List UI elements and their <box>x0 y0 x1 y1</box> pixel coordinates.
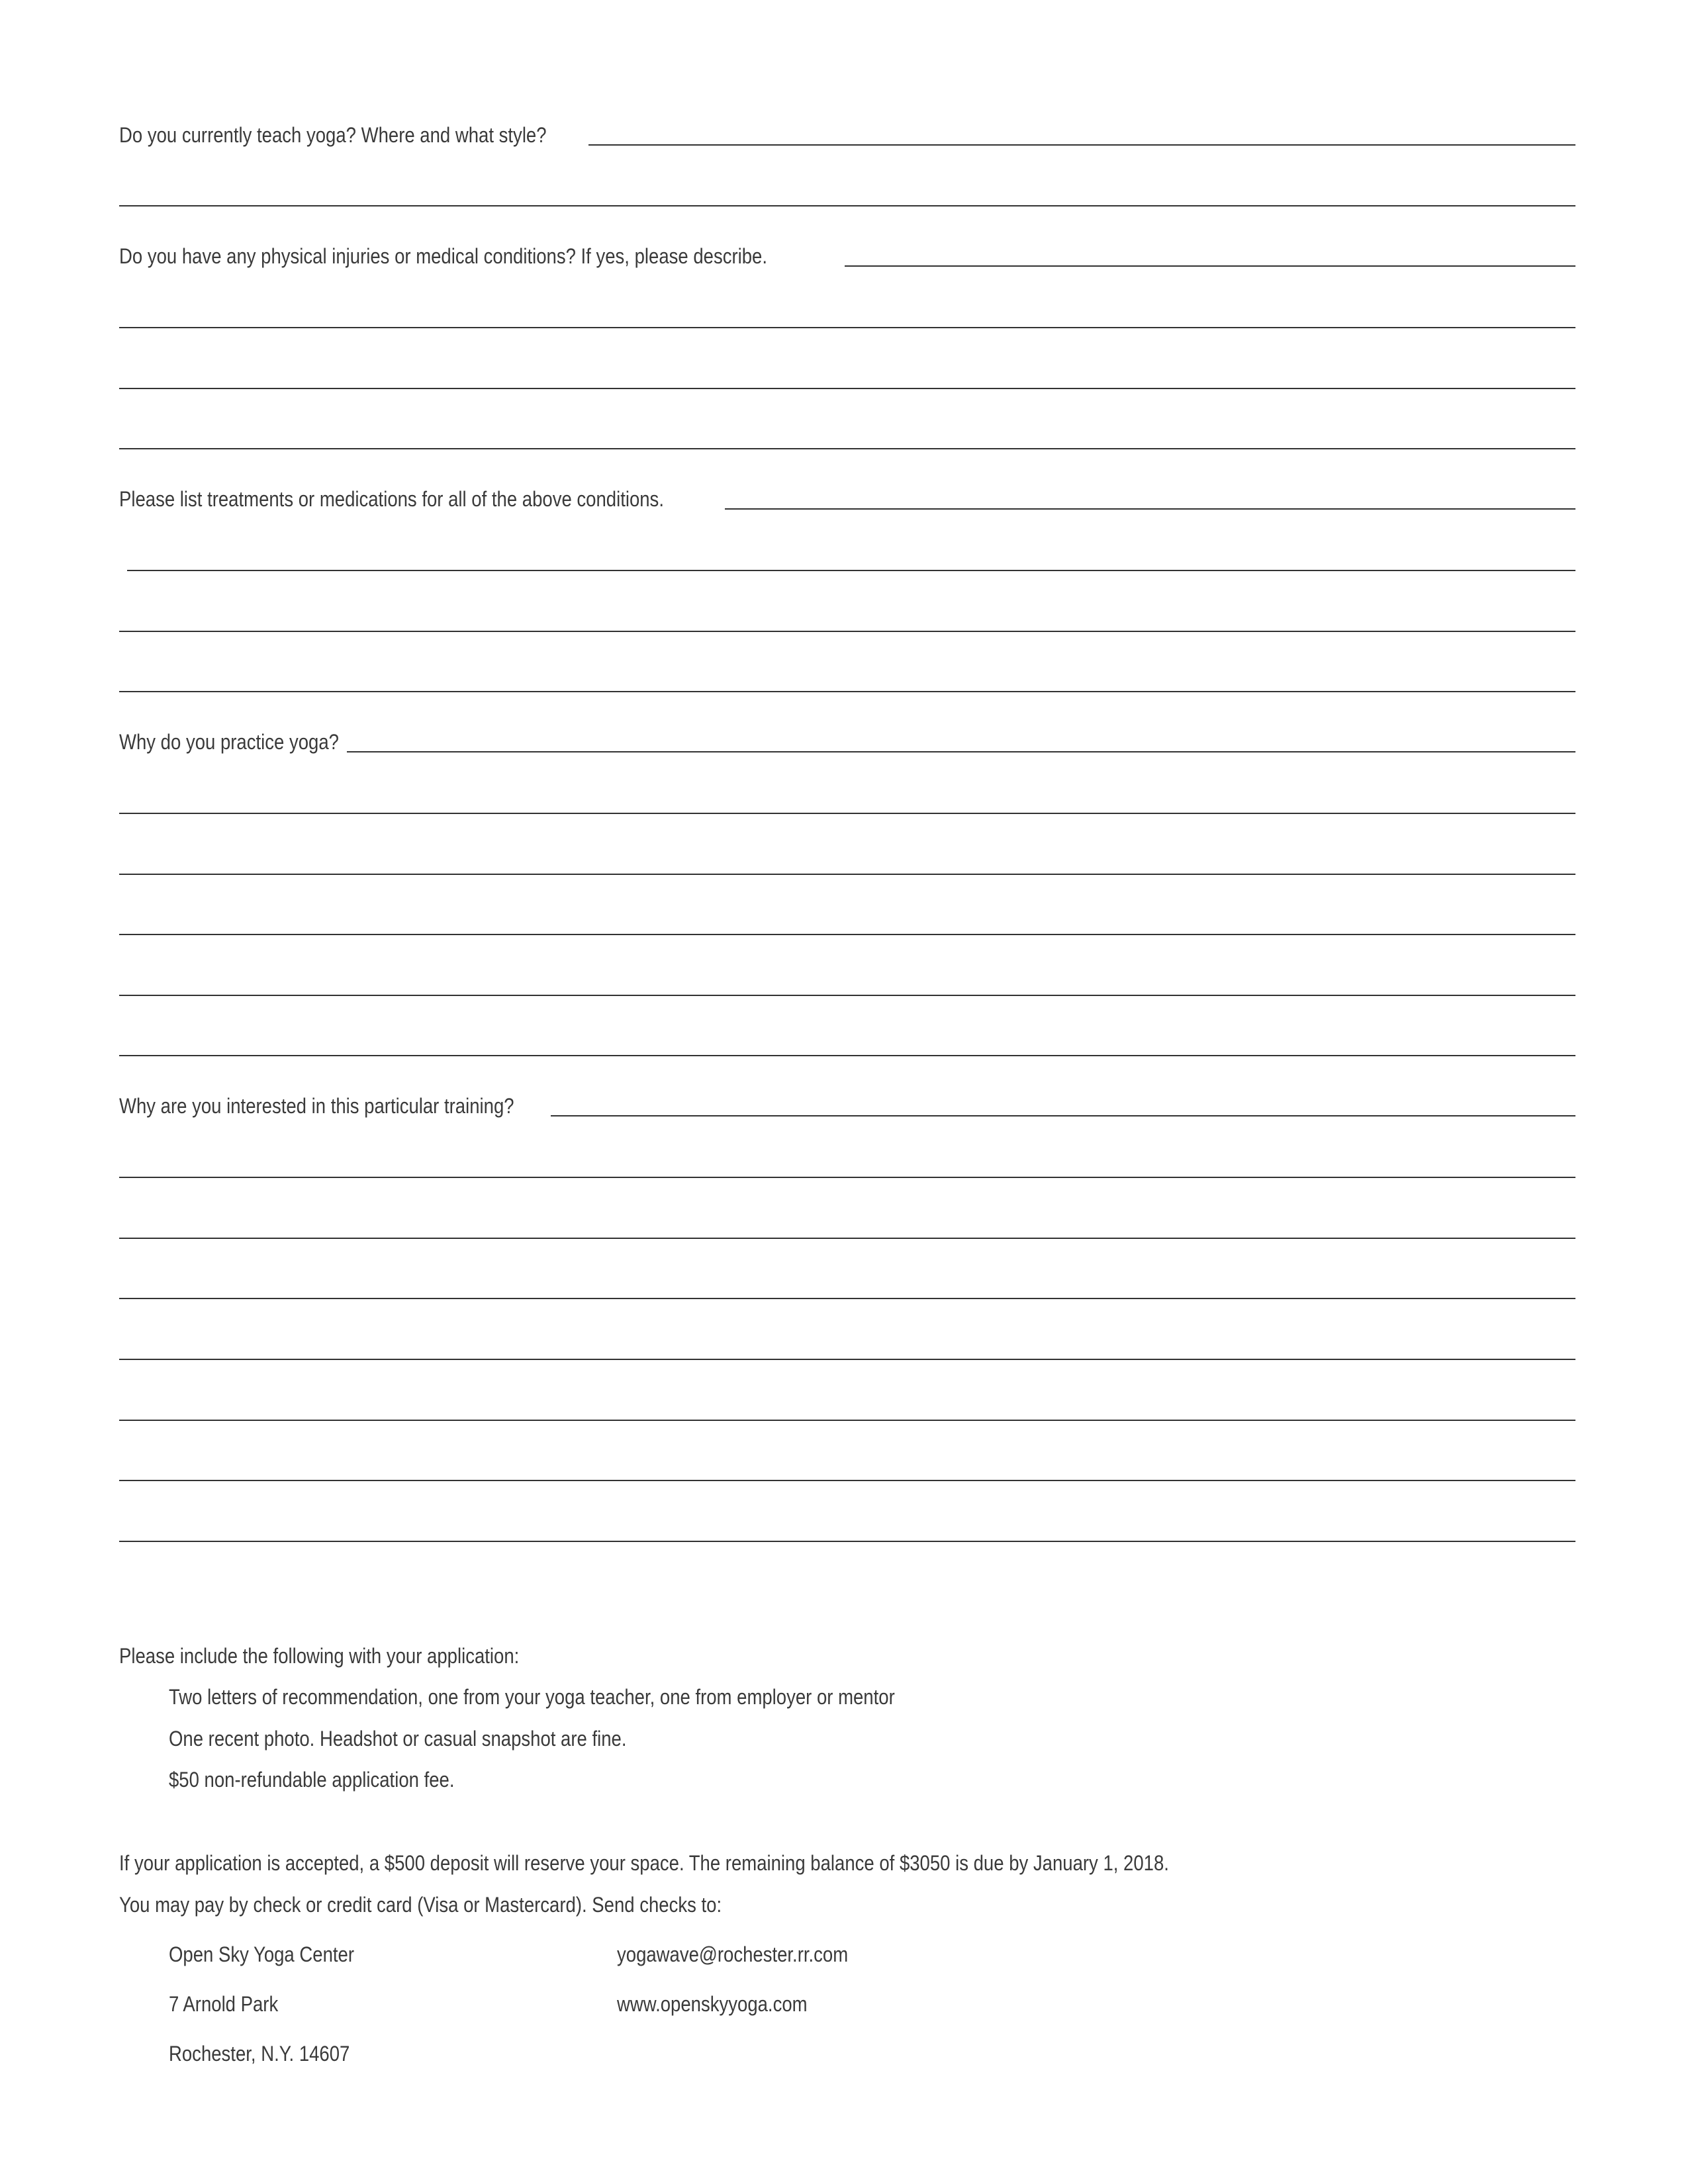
answer-line[interactable] <box>119 1177 1575 1178</box>
question-injuries-label: Do you have any physical injuries or medical conditions? If yes, please describe. <box>119 244 768 268</box>
answer-line[interactable] <box>119 631 1575 632</box>
answer-line[interactable] <box>119 813 1575 814</box>
question-why-practice-label: Why do you practice yoga? <box>119 730 339 754</box>
answer-line[interactable] <box>127 570 1575 571</box>
answer-line[interactable] <box>347 751 1575 752</box>
include-item: Two letters of recommendation, one from your yoga teacher, one from employer or mentor <box>169 1685 895 1709</box>
answer-line[interactable] <box>119 388 1575 389</box>
question-treatments-row <box>119 487 1575 511</box>
answer-line[interactable] <box>845 265 1575 267</box>
answer-line[interactable] <box>119 1480 1575 1481</box>
question-teach-label: Do you currently teach yoga? Where and what style? <box>119 123 547 147</box>
answer-line[interactable] <box>119 448 1575 449</box>
address-name: Open Sky Yoga Center <box>169 1942 354 1966</box>
contact-website: www.openskyyoga.com <box>617 1992 808 2016</box>
answer-line[interactable] <box>551 1115 1575 1116</box>
answer-line[interactable] <box>119 1298 1575 1299</box>
answer-line[interactable] <box>119 1238 1575 1239</box>
answer-line[interactable] <box>119 691 1575 692</box>
answer-line[interactable] <box>725 508 1575 510</box>
contact-email: yogawave@rochester.rr.com <box>617 1942 849 1966</box>
answer-line[interactable] <box>119 1359 1575 1360</box>
question-treatments-label: Please list treatments or medications for all of the above conditions. <box>119 487 664 511</box>
answer-line[interactable] <box>588 144 1575 146</box>
answer-line[interactable] <box>119 934 1575 935</box>
answer-line[interactable] <box>119 327 1575 328</box>
include-item: $50 non-refundable application fee. <box>169 1768 455 1792</box>
answer-line[interactable] <box>119 1420 1575 1421</box>
address-street: 7 Arnold Park <box>169 1992 279 2016</box>
answer-line[interactable] <box>119 1541 1575 1542</box>
question-why-training-row <box>119 1094 1575 1118</box>
include-item: One recent photo. Headshot or casual snapshot are fine. <box>169 1727 627 1751</box>
answer-line[interactable] <box>119 1055 1575 1056</box>
include-heading: Please include the following with your application: <box>119 1644 520 1668</box>
answer-line[interactable] <box>119 874 1575 875</box>
payment-method: You may pay by check or credit card (Visa or Mastercard). Send checks to: <box>119 1893 722 1917</box>
payment-info: If your application is accepted, a $500 deposit will reserve your space. The remaining balance of $3050 is due by January 1, 2018. <box>119 1851 1169 1875</box>
question-why-training-label: Why are you interested in this particular training? <box>119 1094 514 1118</box>
question-why-practice-row <box>119 730 1575 754</box>
question-teach-row <box>119 123 1575 147</box>
question-injuries-row <box>119 244 1575 268</box>
answer-line[interactable] <box>119 205 1575 206</box>
address-city: Rochester, N.Y. 14607 <box>169 2042 350 2066</box>
answer-line[interactable] <box>119 995 1575 996</box>
